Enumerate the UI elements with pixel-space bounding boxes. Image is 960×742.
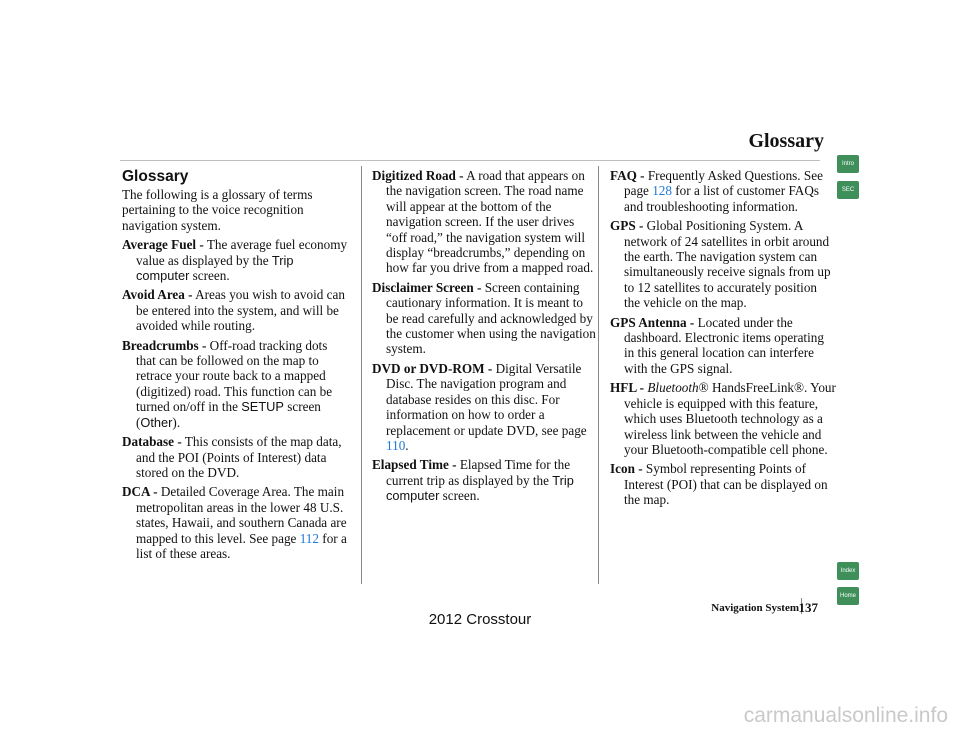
definition: Areas you wish to avoid can be entered into the system, and will be avoided while routing. (136, 287, 345, 334)
page-link[interactable]: 112 (299, 530, 319, 546)
side-tab-index[interactable]: Index (837, 562, 859, 580)
header-rule (120, 160, 820, 161)
term: DVD or DVD-ROM - (372, 360, 493, 376)
definition: Symbol representing Points of Interest (POI) that can be displayed on the map. (624, 461, 828, 508)
definition: This consists of the map data, and the POI (Points of Interest) data stored on the DVD. (136, 434, 342, 480)
definition: for a list of customer FAQs and troubleshooting information. (624, 183, 819, 214)
entry-average-fuel (122, 237, 348, 283)
term: Elapsed Time - (372, 457, 457, 473)
term: Average Fuel - (122, 237, 204, 253)
side-tab-home[interactable]: Home (837, 587, 859, 605)
definition: Elapsed Time for the current trip as displayed by the (386, 457, 571, 488)
screen-name: Trip computer (136, 252, 294, 284)
column-divider-2 (598, 166, 599, 584)
definition: Off-road tracking dots that can be followed on the map to retrace your route back to a mapped (digitized) road. This function can be turned on/off in the (136, 337, 333, 415)
entry-gps (610, 218, 836, 310)
definition: Frequently Asked Questions. See page (624, 168, 823, 199)
entry-disclaimer-screen (372, 280, 598, 357)
column-divider-1 (361, 166, 362, 584)
entry-digitized-road (372, 168, 598, 276)
side-tab-sec[interactable]: SEC (837, 181, 859, 199)
entry-avoid-area (122, 287, 348, 333)
definition: screen ( (136, 399, 321, 430)
definition: . (405, 437, 409, 453)
brand-name: Bluetooth (647, 380, 699, 396)
screen-name: Trip computer (386, 472, 574, 504)
term: Breadcrumbs - (122, 337, 207, 353)
term: Digitized Road - (372, 168, 464, 183)
entry-gps-antenna (610, 315, 836, 377)
entry-dca (122, 484, 348, 561)
glossary-column-3 (610, 168, 836, 512)
section-heading: Glossary (122, 168, 189, 185)
entry-icon (610, 461, 836, 507)
definition: for a list of these areas. (136, 530, 347, 561)
screen-name: SETUP (241, 399, 284, 415)
glossary-column-1 (122, 168, 348, 565)
definition: screen. (189, 268, 230, 284)
term: Database - (122, 434, 182, 450)
intro-text: The following is a glossary of terms pertaining to the voice recognition navigation system. (122, 187, 313, 233)
definition: screen. (439, 488, 480, 504)
term: Disclaimer Screen - (372, 279, 482, 295)
footer-page-number: 137 (798, 600, 818, 615)
entry-elapsed-time (372, 457, 598, 503)
definition: ). (172, 414, 181, 430)
term: FAQ - (610, 168, 645, 183)
entry-breadcrumbs (122, 338, 348, 430)
page-title: Glossary (748, 130, 824, 152)
footer-model: 2012 Crosstour (428, 611, 532, 628)
definition: ® HandsFreeLink®. Your vehicle is equipped with this feature, which uses Bluetooth technology as a wireless link between the vehicle and your Bluetooth-compatible cell phone. (624, 380, 836, 457)
term: GPS Antenna - (610, 314, 695, 330)
term: Avoid Area - (122, 287, 193, 303)
term: HFL - (610, 380, 645, 396)
glossary-column-2 (372, 168, 598, 508)
term: GPS - (610, 218, 644, 234)
definition: The average fuel economy value as displayed by the (136, 237, 348, 268)
page-link[interactable]: 128 (652, 183, 672, 199)
entry-database (122, 434, 348, 480)
page-link[interactable]: 110 (386, 437, 406, 453)
definition: Digital Versatile Disc. The navigation program and database resides on this disc. For information on how to order a replacement or update DVD, see page (386, 360, 587, 438)
definition: Screen containing cautionary information. It is meant to be read carefully and acknowledged by the customer when using the navigation system. (386, 279, 596, 357)
definition: Located under the dashboard. Electronic items operating in this general location can interfere with the GPS signal. (624, 314, 824, 376)
definition: Global Positioning System. A network of 24 satellites in orbit around the earth. The navigation system can simultaneously receive signals from up to 12 satellites to accurately position the vehicle on the map. (624, 218, 831, 311)
footer-section-name: Navigation System (711, 602, 799, 614)
screen-name: Other (140, 414, 173, 430)
entry-hfl (610, 380, 836, 457)
term: DCA - (122, 484, 158, 500)
entry-faq (610, 168, 836, 214)
definition: Detailed Coverage Area. The main metropolitan areas in the lower 48 U.S. states, Hawaii, and southern Canada are mapped to this level. See page (136, 484, 347, 546)
watermark: carmanualsonline.info (743, 704, 948, 727)
term: Icon - (610, 461, 643, 477)
definition: A road that appears on the navigation screen. The road name will appear at the bottom of the navigation screen. If the user drives “off road,” the navigation system will display “breadcrumbs,” depending on how far you drive from a mapped road. (386, 168, 594, 276)
side-tab-intro[interactable]: Intro (837, 155, 859, 173)
entry-dvd (372, 361, 598, 453)
